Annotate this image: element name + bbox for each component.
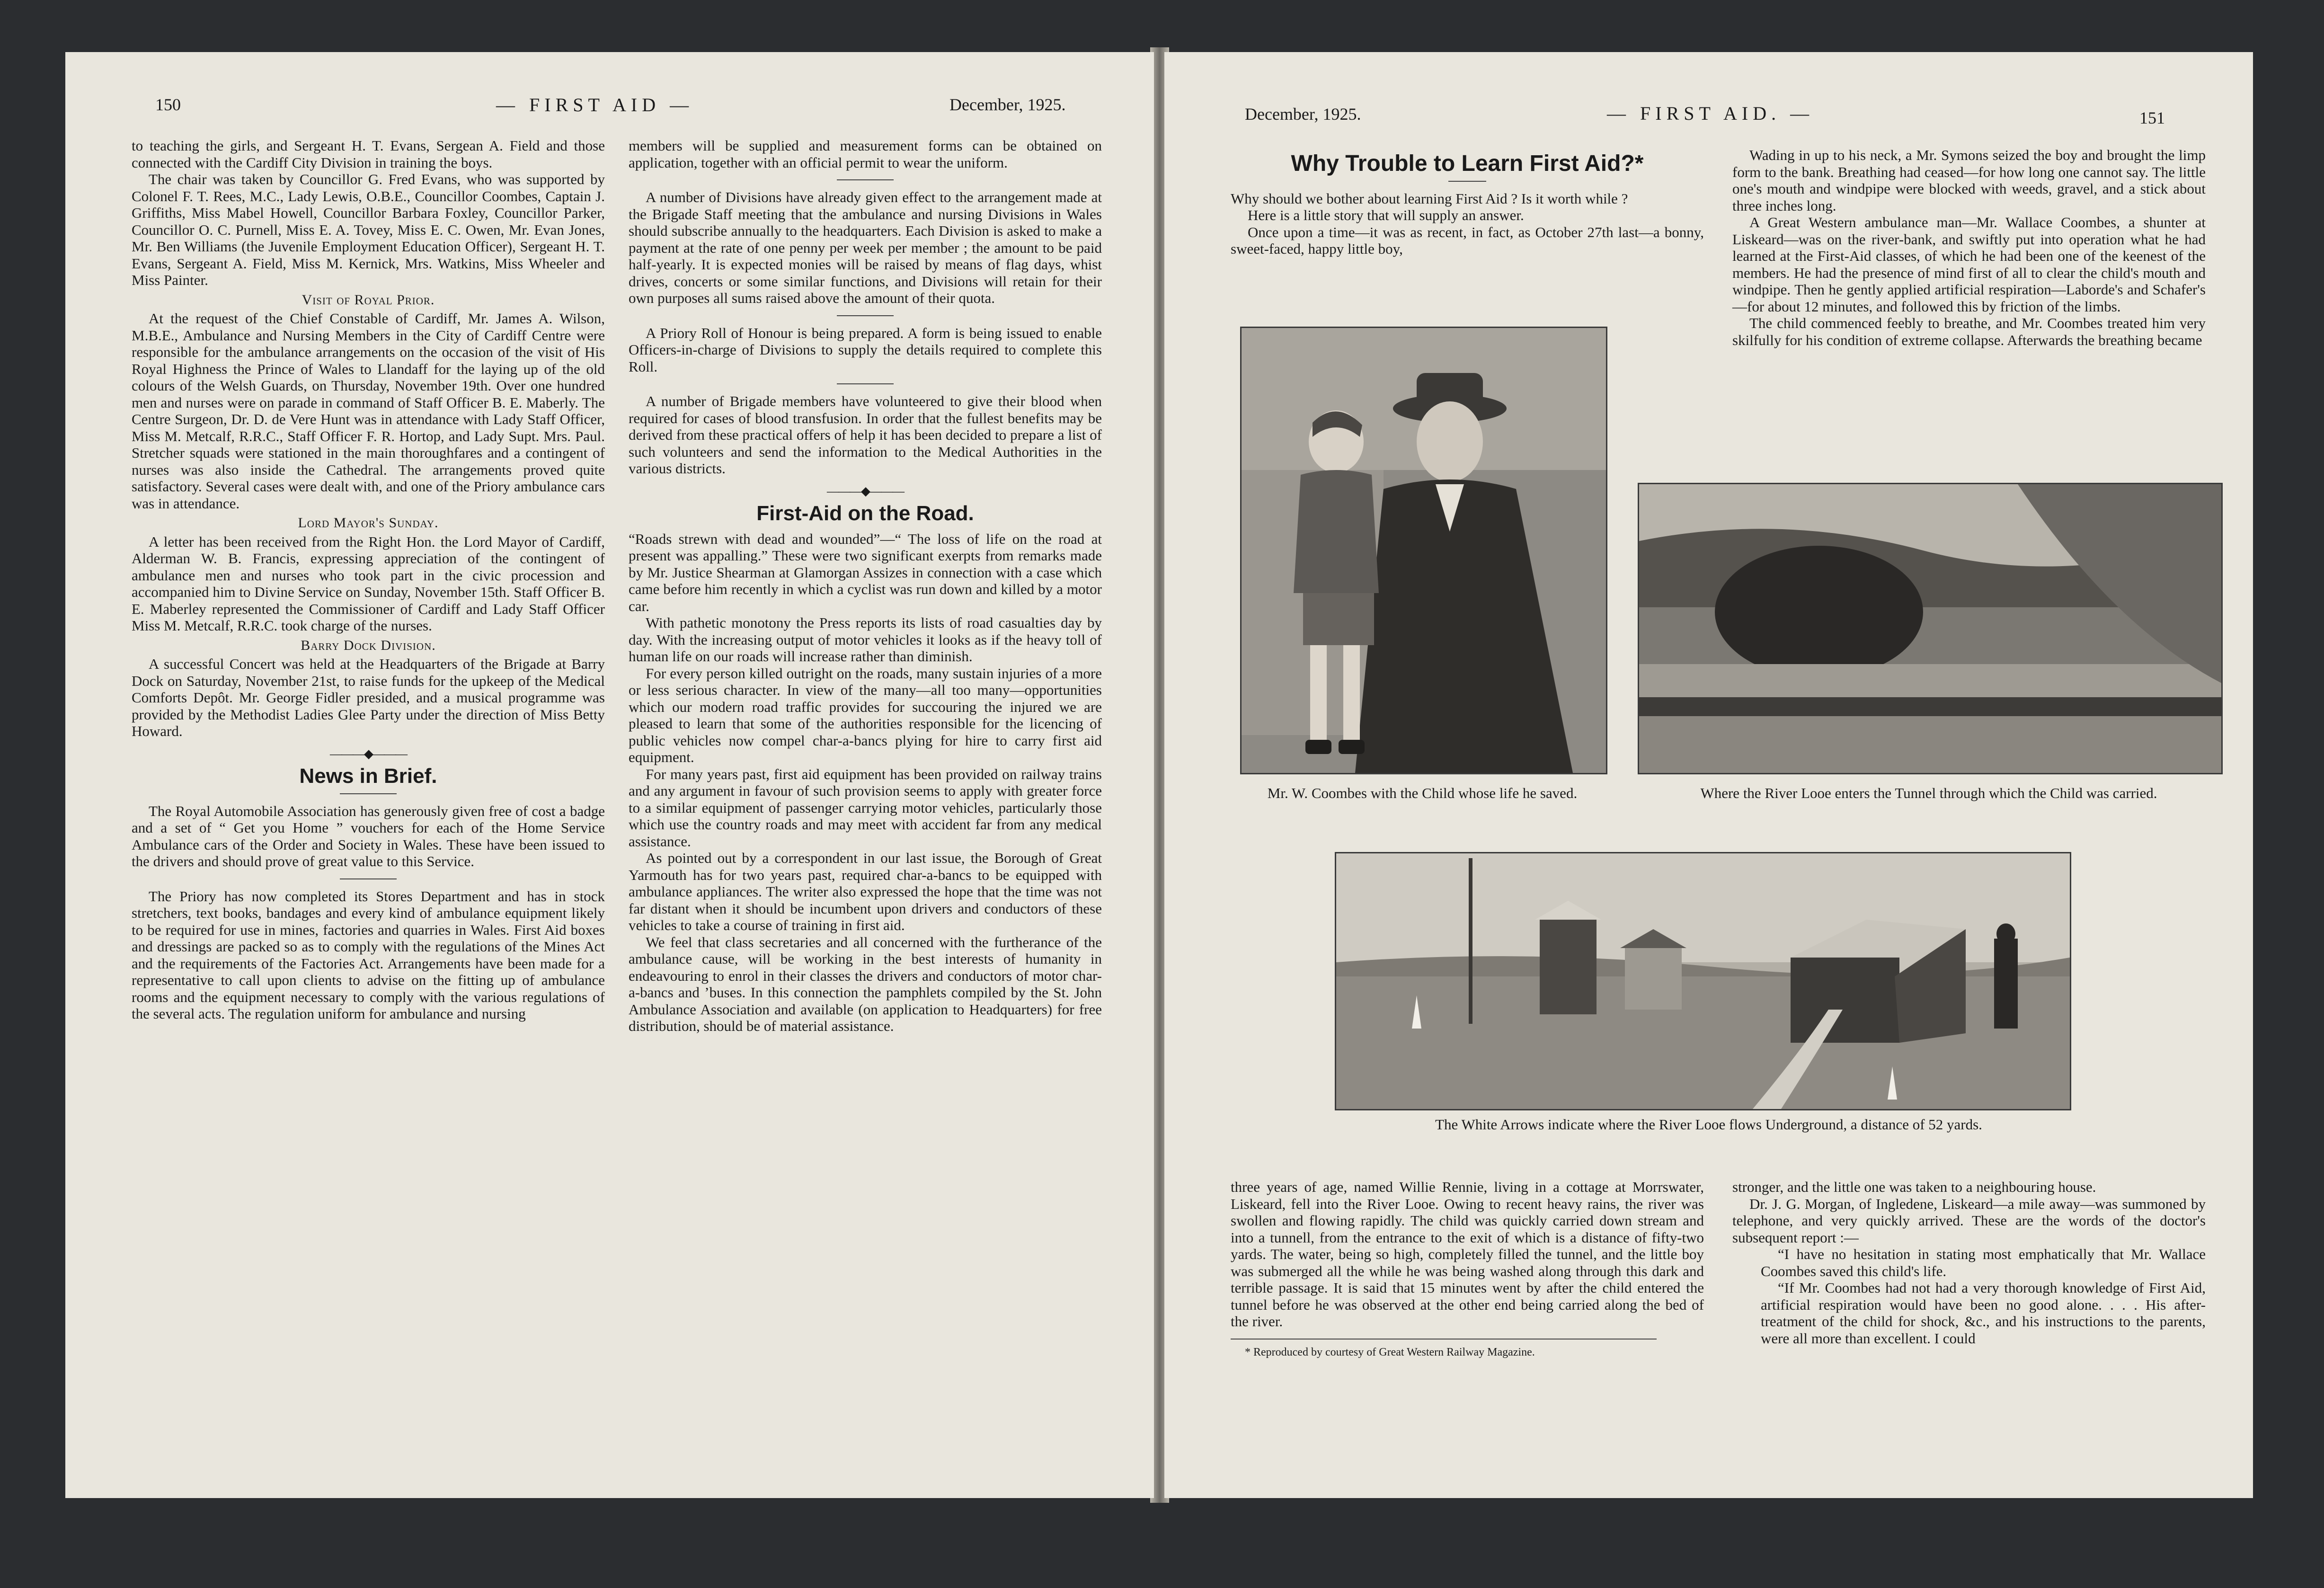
section-heading: News in Brief.: [299, 764, 437, 788]
paragraph: The child commenced feebly to breathe, and Mr. Coombes treated him very skilfully for his condition of extreme collapse. Afterwards the breathing became: [1732, 315, 2206, 348]
quote-paragraph: “If Mr. Coombes had not had a very thorough knowledge of First Aid, artificial respiration would have been no good alone. . . . His after-treatment of the child for shock, &c., and his instructions to the parents, were all more than excellent. I could: [1761, 1279, 2206, 1347]
paragraph: At the request of the Chief Constable of Cardiff, Mr. James A. Wilson, M.B.E., Ambulance and Nursing Members in the City of Cardiff Centre were responsible for the ambulance arrangements on the occasion of the visit of His Royal Highness the Prince of Wales to Llandaff for the laying up of the old colours of the Welsh Guards, on Thursday, November 19th. Over one hundred men and nurses were on parade in command of Staff Officer B. E. Maberly. The Centre Surgeon, Dr. D. de Vere Hunt was in attendance with Lady Staff Officer, Miss M. Metcalf, R.R.C., Staff Officer F. R. Hortop, and Lady Supt. Mrs. Paul. Stretcher squads were stationed in the main thoroughfares and a contingent of nurses was also inside the Cathedral. The arrangements proved quite satisfactory. Several cases were dealt with, and one of the Priory ambulance cars was in attendance.: [132, 310, 605, 512]
paragraph: members will be supplied and measurement forms can be obtained on application, together with an official permit to wear the uniform.: [629, 137, 1102, 171]
paragraph: Why should we bother about learning First Aid ? Is it worth while ?: [1231, 190, 1628, 207]
rule-divider: [837, 179, 894, 180]
left-page: [65, 52, 1154, 1498]
footnote: * Reproduced by courtesy of Great Western Railway Magazine.: [1245, 1346, 1535, 1358]
left-column-2: [629, 137, 1102, 1035]
paragraph: stronger, and the little one was taken to a neighbouring house.: [1732, 1179, 2096, 1195]
paragraph: The chair was taken by Councillor G. Fred Evans, who was supported by Colonel F. T. Rees, M.C., Lady Lewis, O.B.E., Councillor Coombes, Captain J. Griffiths, Miss Mabel Howell, Councillor Barbara Foxley, Councillor Parker, Councillor O. C. Purnell, Miss E. A. Tovey, Miss E. C. Owen, Mr. Evan Jones, Mr. Ben Williams (the Juvenile Employment Education Officer), Sergeant H. T. Evans, Sergeant A. Field, Miss M. Kernick, Mrs. Watkins, Miss Wheeler and Miss Painter.: [132, 171, 605, 288]
article-heading: Why Trouble to Learn First Aid?*: [1291, 151, 1644, 176]
paragraph: With pathetic monotony the Press reports its lists of road casualties day by day. With the increasing output of motor vehicles it looks as if the heavy toll of human life on our roads will increase rather than diminish.: [629, 614, 1102, 665]
paragraph: Once upon a time—it was as recent, in fact, as October 27th last—a bonny, sweet-faced, happy little boy,: [1231, 223, 1704, 257]
paragraph: three years of age, named Willie Rennie, living in a cottage at Morrswater, Liskeard, fell into the River Looe. Owing to recent heavy rains, the river was swollen and flowing rapidly. The child was quickly carried down stream and into a tunnell, from the entrance to the exit of which is a distance of fifty-two yards. The water, being so high, completely filled the tunnel, and the little boy was submerged all the while he was being washed along through this dark and terrible passage. It is said that 15 minutes went by after the child entered the tunnel before he was observed at the other end being carried along the bed of the river.: [1231, 1179, 1704, 1330]
paragraph: A number of Brigade members have volunteered to give their blood when required for cases of blood transfusion. In order that the fullest benefits may be derived from these practical offers of help it has been decided to prepare a list of such volunteers and send the information to the Medical Authorities in the various districts.: [629, 393, 1102, 477]
footnote-rule: [1231, 1339, 1657, 1340]
paragraph: For every person killed outright on the roads, many sustain injuries of a more or less serious character. In view of the many—all too many—opportunities which our modern road traffic provides for succouring the injured we are pleased to learn that some of the authorities responsible for the licencing of public vehicles now compel char-a-bancs plying for hire to carry first aid equipment.: [629, 665, 1102, 765]
rule-divider: [1448, 181, 1486, 182]
rule-divider: [837, 315, 894, 316]
quote-paragraph: “I have no hesitation in stating most emphatically that Mr. Wallace Coombes saved this child's life.: [1761, 1246, 2206, 1279]
paragraph: The Royal Automobile Association has generously given free of cost a badge and a set of “ Get you Home ” vouchers for each of the Home Service Ambulance cars of the Order and Society in Wales. These have been issued to the drivers and should prove of great value to this Service.: [132, 802, 605, 869]
paragraph: A Priory Roll of Honour is being prepared. A form is being issued to enable Officers-in-charge of Divisions to supply the details required to complete this Roll.: [629, 324, 1102, 375]
photo-man-with-child: [1240, 327, 1607, 774]
rule-divider: [340, 793, 397, 794]
paragraph: The Priory has now completed its Stores Department and has in stock stretchers, text books, bandages and every kind of ambulance equipment likely to be required for use in mines, factories and quarries in Wales. First Aid boxes and dressings are packed so as to comply with the regulations of the Mines Act and the requirements of the Factories Act. Arrangements have been made for a representative to call upon clients to advise on the fitting up of ambulance rooms and the equipment necessary to comply with the various regulations of the several acts. The regulation uniform for ambulance and nursing: [132, 887, 605, 1022]
running-head: — FIRST AID. —: [1607, 103, 1814, 124]
ornament-divider: ———◆———: [827, 484, 904, 498]
paragraph: Here is a little story that will supply an answer.: [1248, 207, 1524, 223]
paragraph: We feel that class secretaries and all concerned with the furtherance of the ambulance cause, will be working in the best interests of humanity in endeavouring to enrol in their classes the drivers and conductors of motor char-a-bancs and ’buses. In this connection the pamphlets compiled by the St. John Ambulance Association and available (on application to Headquarters) for free distribution, should be of material assistance.: [629, 933, 1102, 1034]
right-column-1-top: [1231, 147, 1704, 257]
paragraph: As pointed out by a correspondent in our last issue, the Borough of Great Yarmouth has for two years past, required char-a-bancs to be equipped with ambulance appliances. The writer also expressed the hope that the time was not far distant when it should be incumbent upon drivers and conductors of these vehicles to take a course of training in first aid.: [629, 850, 1102, 933]
page-number: 150: [155, 95, 181, 114]
subheading: Visit of Royal Prior.: [302, 292, 435, 308]
right-page: [1164, 52, 2253, 1498]
issue-date: December, 1925.: [1245, 105, 1361, 124]
paragraph: For many years past, first aid equipment has been provided on railway trains and any argument in favour of such provision seems to apply with greater force to a similar equipment of passenger carrying motor vehicles, particularly those which use the country roads and may meet with accident far from any medical assistance.: [629, 765, 1102, 850]
paragraph: A letter has been received from the Right Hon. the Lord Mayor of Cardiff, Alderman W. B. Francis, expressing appreciation of the contingent of ambulance men and nurses who took part in the civic procession and accompanied him to Divine Service on Sunday, November 15th. Staff Officer B. E. Maberley represented the Commissioner of Cardiff and Lady Staff Officer Miss M. Metcalf, R.R.C. took charge of the nurses.: [132, 533, 605, 634]
right-column-2-bottom: [1732, 1179, 2206, 1347]
photo-panorama-river: [1335, 852, 2071, 1110]
left-column-1: [132, 137, 605, 1022]
issue-date: December, 1925.: [949, 95, 1066, 114]
subheading: Barry Dock Division.: [301, 637, 436, 653]
paragraph: A successful Concert was held at the Headquarters of the Brigade at Barry Dock on Saturday, November 21st, to raise funds for the upkeep of the Medical Comforts Depôt. Mr. George Fidler presided, and a musical programme was provided by the Methodist Ladies Glee Party under the direction of Miss Betty Howard.: [132, 656, 605, 739]
right-column-2-top: [1732, 147, 2206, 348]
ornament-divider: ———◆———: [330, 746, 407, 761]
subheading: Lord Mayor's Sunday.: [298, 515, 439, 531]
photo-caption: Mr. W. Coombes with the Child whose life he saved.: [1267, 785, 1578, 801]
running-head: — FIRST AID —: [496, 94, 694, 115]
photo-caption: Where the River Looe enters the Tunnel through which the Child was carried.: [1700, 785, 2157, 801]
photo-caption: The White Arrows indicate where the River Looe flows Underground, a distance of 52 yards.: [1435, 1116, 1982, 1133]
rule-divider: [340, 878, 397, 879]
paragraph: Wading in up to his neck, a Mr. Symons seized the boy and brought the limp form to the bank. Breathing had ceased—for how long one cannot say. The little one's mouth and windpipe were blocked with weeds, gravel, and a stick about three inches long.: [1732, 147, 2206, 214]
right-column-1-bottom: [1231, 1179, 1704, 1361]
paragraph: to teaching the girls, and Sergeant H. T. Evans, Sergean A. Field and those connected with the Cardiff City Division in training the boys.: [132, 137, 605, 171]
page-number: 151: [2139, 108, 2165, 127]
paragraph: A Great Western ambulance man—Mr. Wallace Coombes, a shunter at Liskeard—was on the river-bank, and swiftly put into operation what he had learned at the First-Aid classes, of which he had been one of the keenest of the members. He had the presence of mind first of all to clear the child's mouth and windpipe. Then he gently applied artificial respiration—Laborde's and Schafer's—for about 12 minutes, and followed this by friction of the limbs.: [1732, 214, 2206, 315]
rule-divider: [837, 383, 894, 384]
paragraph: “Roads strewn with dead and wounded”—“ The loss of life on the road at present was appalling.” These were two significant exerpts from remarks made by Mr. Justice Shearman at Glamorgan Assizes in connection with a case which came before him recently in which a cyclist was run down and killed by a motor car.: [629, 530, 1102, 614]
paragraph: Dr. J. G. Morgan, of Ingledene, Liskeard—a mile away—was summoned by telephone, and very quickly arrived. These are the words of the doctor's subsequent report :—: [1732, 1195, 2206, 1246]
paragraph: A number of Divisions have already given effect to the arrangement made at the Brigade Staff meeting that the ambulance and nursing Divisions in Wales should subscribe annually to the headquarters. Each Division is asked to make a payment at the rate of one penny per week per member ; the amount to be paid half-yearly. It is expected monies will be raised by means of flag days, whist drives, concerts or some similar functions, and Divisions will retain for their own purposes all sums raised above the amount of their quota.: [629, 189, 1102, 306]
section-heading: First-Aid on the Road.: [756, 502, 974, 525]
photo-river-tunnel: [1638, 483, 2223, 774]
